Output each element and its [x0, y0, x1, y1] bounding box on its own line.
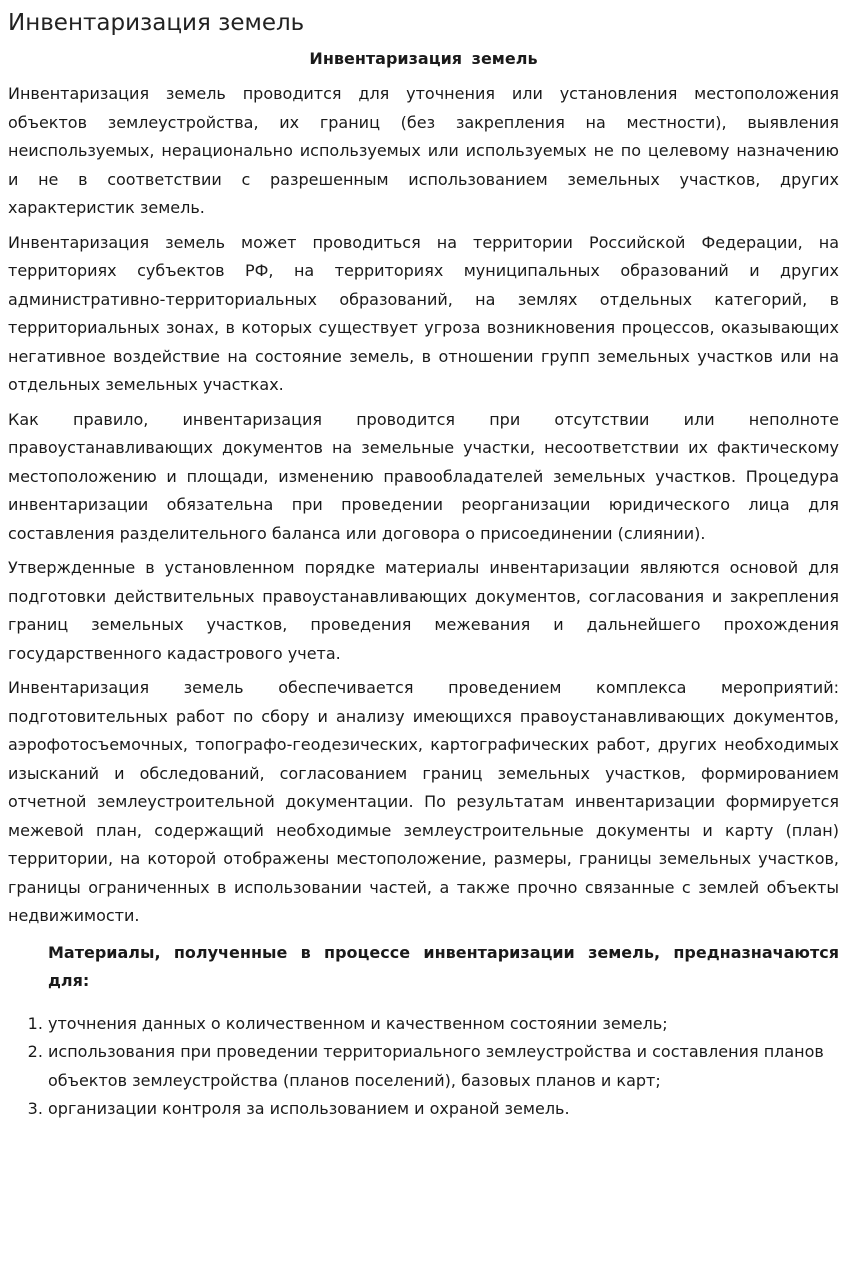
article-heading: Инвентаризация земель	[309, 49, 538, 68]
paragraph-approved-materials: Утвержденные в установленном порядке материалы инвентаризации являются основой для подготовки действительных правоустанавливающих документов, согласования и закрепления границ земельных участков, проведения межевания и дальнейшего прохождения государственного кадастрового учета.	[8, 558, 839, 663]
paragraph-territory: Инвентаризация земель может проводиться на территории Российской Федерации, на территориях субъектов РФ, на территориях муниципальных образований и других административно-территориальных образований, на землях отдельных категорий, в территориальных зонах, в которых существует угроза возникновения процессов, оказывающих негативное воздействие на состояние земель, в отношении групп земельных участков или на отдельных земельных участках.	[8, 232, 839, 394]
page-title: Инвентаризация земель	[8, 10, 305, 36]
list-item: 3. организации контроля за использованием и охраной земель.	[48, 1095, 839, 1124]
list-lead: Материалы, полученные в процессе инвентаризации земель, предназначаются для:	[48, 942, 839, 990]
purpose-list	[8, 1010, 839, 1124]
paragraph-when-conducted: Как правило, инвентаризация проводится при отсутствии или неполноте правоустанавливающих документов на земельные участки, несоответствии их фактическому местоположению и площади, изменению правообладателей земельных участков. Процедура инвентаризации обязательна при проведении реорганизации юридического лица для составления разделительного баланса или договора о присоединении (слиянии).	[8, 409, 839, 543]
list-item: 1. уточнения данных о количественном и качественном состоянии земель;	[48, 1010, 839, 1039]
paragraph-purpose: Инвентаризация земель проводится для уточнения или установления местоположения объектов землеустройства, их границ (без закрепления на местности), выявления неиспользуемых, нерационально используемых или используемых не по целевому назначению и не в соответствии с разрешенным использованием земельных участков, других характеристик земель.	[8, 84, 839, 217]
list-item: 2. использования при проведении территориального землеустройства и составления планов объектов землеустройства (планов поселений), базовых планов и карт;	[48, 1038, 839, 1095]
paragraph-measures: Инвентаризация земель обеспечивается проведением комплекса мероприятий: подготовительных работ по сбору и анализу имеющихся правоустанавливающих документов, аэрофотосъемочных, топографо-геодезических, картографических работ, других необходимых изысканий и обследований, согласованием границ земельных участков, формированием отчетной землеустроительной документации. По результатам инвентаризации формируется межевой план, содержащий необходимые землеустроительные документы и карту (план) территории, на которой отображены местоположение, размеры, границы земельных участков, границы ограниченных в использовании частей, а также прочно связанные с землей объекты недвижимости.	[8, 678, 839, 925]
